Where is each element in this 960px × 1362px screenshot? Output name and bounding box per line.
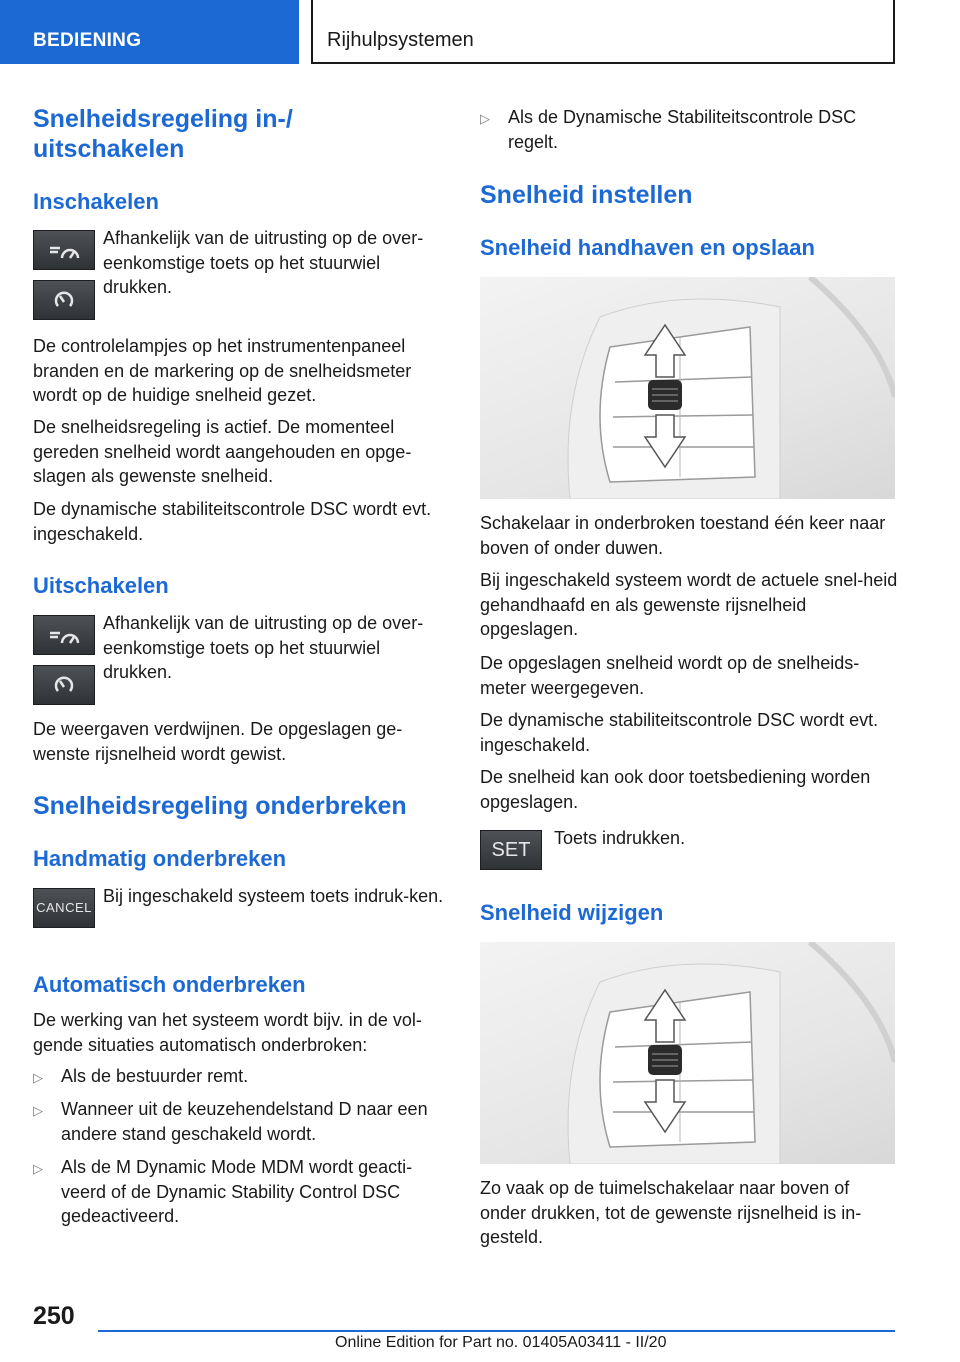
cancel-button-icon	[33, 888, 95, 928]
rocker-switch-illustration	[480, 277, 895, 499]
inschakelen-paragraph-2: De snelheidsregeling is actief. De momenteel gereden snelheid wordt aangehouden en opge-slagen als gewenste snelheid.	[33, 417, 412, 486]
bullet-text: Als de M Dynamic Mode MDM wordt geacti-veerd of de Dynamic Stability Control DSC gedeactiveerd.	[61, 1157, 413, 1226]
uitschakelen-paragraph: De weergaven verdwijnen. De opgeslagen ge-wenste rijsnelheid wordt gewist.	[33, 719, 403, 764]
triangle-bullet-icon: ▷	[33, 1070, 43, 1085]
set-label: SET	[491, 838, 531, 861]
handhaven-paragraph-2: Bij ingeschakeld systeem wordt de actuele snel-heid gehandhaafd en als gewenste rijsnelheid opgeslagen.	[480, 570, 898, 639]
heading-snelheid-instellen: Snelheid instellen	[480, 181, 693, 209]
footer-divider	[98, 1330, 895, 1332]
heading-handhaven-opslaan: Snelheid handhaven en opslaan	[480, 235, 815, 260]
header-chapter: Rijhulpsystemen	[327, 29, 474, 51]
handhaven-paragraph-5: De snelheid kan ook door toetsbediening worden opgeslagen.	[480, 767, 871, 812]
bullet-text: Wanneer uit de keuzehendelstand D naar een andere stand geschakeld wordt.	[61, 1099, 428, 1144]
heading-snelheid-wijzigen: Snelheid wijzigen	[480, 900, 664, 925]
inschakelen-paragraph-3: De dynamische stabiliteitscontrole DSC wordt evt. ingeschakeld.	[33, 499, 432, 544]
limiter-button-icon	[33, 665, 95, 705]
cruise-control-button-icon	[33, 615, 95, 655]
steering-wheel-switch-image	[480, 277, 895, 499]
gauge-icon	[44, 286, 84, 314]
heading-onderbreken: Snelheidsregeling onderbreken	[33, 792, 407, 820]
inschakelen-icon-text: Afhankelijk van de uitrusting op de over-eenkomstige toets op het stuurwiel drukken.	[103, 228, 424, 297]
footer-edition: Online Edition for Part no. 01405A03411 - II/20	[335, 1334, 667, 1351]
set-text: Toets indrukken.	[554, 828, 686, 848]
page-number: 250	[33, 1302, 75, 1330]
handhaven-paragraph-4: De dynamische stabiliteitscontrole DSC wordt evt. ingeschakeld.	[480, 710, 879, 755]
header-section-tab	[0, 0, 299, 64]
heading-handmatig: Handmatig onderbreken	[33, 846, 287, 871]
bullet-text: Als de bestuurder remt.	[61, 1066, 249, 1086]
gauge-icon	[44, 671, 84, 699]
set-button-icon	[480, 830, 542, 870]
heading-automatisch: Automatisch onderbreken	[33, 972, 306, 997]
cancel-label: CANCEL	[36, 899, 92, 915]
handhaven-paragraph-3: De opgeslagen snelheid wordt op de snelheids-meter weergegeven.	[480, 653, 860, 698]
triangle-bullet-icon: ▷	[33, 1161, 43, 1176]
bullet-text: Als de Dynamische Stabiliteitscontrole DSC regelt.	[508, 107, 857, 152]
heading-uitschakelen: Uitschakelen	[33, 573, 169, 598]
cruise-control-button-icon	[33, 230, 95, 270]
speedometer-arrow-icon	[44, 621, 84, 649]
handmatig-text: Bij ingeschakeld systeem toets indruk-ken.	[103, 886, 444, 906]
heading-in-uit: Snelheidsregeling in-/ uitschakelen	[33, 105, 293, 163]
header-section: BEDIENING	[33, 30, 142, 51]
header-chapter-box	[311, 0, 895, 64]
automatisch-paragraph: De werking van het systeem wordt bijv. in de vol-gende situaties automatisch onderbroken:	[33, 1010, 422, 1055]
inschakelen-paragraph-1: De controlelampjes op het instrumentenpaneel branden en de markering op de snelheidsmeter wordt op de huidige snelheid gezet.	[33, 336, 412, 405]
rocker-switch-illustration	[480, 942, 895, 1164]
heading-inschakelen: Inschakelen	[33, 189, 159, 214]
limiter-button-icon	[33, 280, 95, 320]
triangle-bullet-icon: ▷	[480, 111, 490, 126]
wijzigen-paragraph: Zo vaak op de tuimelschakelaar naar boven of onder drukken, tot de gewenste rijsnelheid is in-gesteld.	[480, 1178, 862, 1247]
steering-wheel-switch-image	[480, 942, 895, 1164]
speedometer-arrow-icon	[44, 236, 84, 264]
triangle-bullet-icon: ▷	[33, 1103, 43, 1118]
handhaven-paragraph-1: Schakelaar in onderbroken toestand één keer naar boven of onder duwen.	[480, 513, 886, 558]
uitschakelen-icon-text: Afhankelijk van de uitrusting op de over-eenkomstige toets op het stuurwiel drukken.	[103, 613, 424, 682]
